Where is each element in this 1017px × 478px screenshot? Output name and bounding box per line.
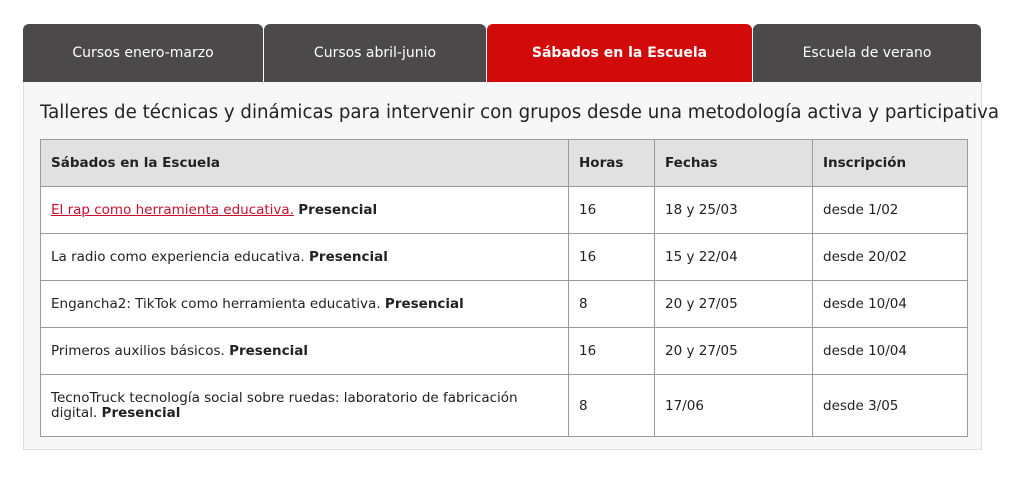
panel-heading: Talleres de técnicas y dinámicas para intervenir con grupos desde una metodología activa y participativa (40, 102, 1000, 123)
course-title: Primeros auxilios básicos. (51, 343, 225, 359)
enrollment-cell: desde 1/02 (813, 187, 968, 234)
tab-escuela-de-verano[interactable]: Escuela de verano (753, 24, 981, 82)
tab-sabados-en-la-escuela[interactable]: Sábados en la Escuela (487, 24, 752, 82)
table-header-row (41, 140, 968, 187)
dates-cell: 20 y 27/05 (655, 328, 813, 375)
hours-cell: 16 (569, 234, 655, 281)
dates-cell: 20 y 27/05 (655, 281, 813, 328)
enrollment-cell: desde 3/05 (813, 375, 968, 437)
course-mode: Presencial (101, 404, 181, 421)
enrollment-cell: desde 10/04 (813, 281, 968, 328)
course-mode: Presencial (298, 202, 378, 218)
enrollment-cell: desde 20/02 (813, 234, 968, 281)
enrollment-cell: desde 10/04 (813, 328, 968, 375)
course-cell (41, 234, 569, 281)
tab-cursos-abril-junio[interactable]: Cursos abril-junio (264, 24, 486, 82)
dates-cell: 18 y 25/03 (655, 187, 813, 234)
course-mode: Presencial (309, 249, 388, 265)
tab-panel (23, 82, 1000, 450)
hours-cell: 16 (569, 187, 655, 234)
hours-cell: 16 (569, 328, 655, 375)
header-course: Sábados en la Escuela (41, 140, 569, 187)
table-row (41, 328, 968, 375)
course-cell (41, 375, 569, 437)
course-mode: Presencial (229, 343, 308, 359)
course-title: TecnoTruck tecnología social sobre ruedas: laboratorio de fabricación digital. (51, 389, 518, 421)
course-title: Engancha2: TikTok como herramienta educativa. (51, 296, 381, 312)
course-cell (41, 281, 569, 328)
table-row (41, 375, 968, 437)
courses-table (40, 139, 968, 437)
course-mode: Presencial (384, 296, 464, 312)
course-title: La radio como experiencia educativa. (51, 249, 305, 265)
dates-cell: 17/06 (655, 375, 813, 437)
header-hours: Horas (569, 140, 655, 187)
hours-cell: 8 (569, 281, 655, 328)
tab-cursos-enero-marzo[interactable]: Cursos enero-marzo (23, 24, 263, 82)
table-row (41, 187, 968, 234)
dates-cell: 15 y 22/04 (655, 234, 813, 281)
course-cell (41, 187, 569, 234)
header-dates: Fechas (655, 140, 813, 187)
table-row (41, 281, 968, 328)
course-cell (41, 328, 569, 375)
header-enrollment: Inscripción (813, 140, 968, 187)
tab-bar (23, 24, 982, 82)
hours-cell: 8 (569, 375, 655, 437)
course-link-rap[interactable]: El rap como herramienta educativa. (51, 202, 294, 218)
table-row (41, 234, 968, 281)
